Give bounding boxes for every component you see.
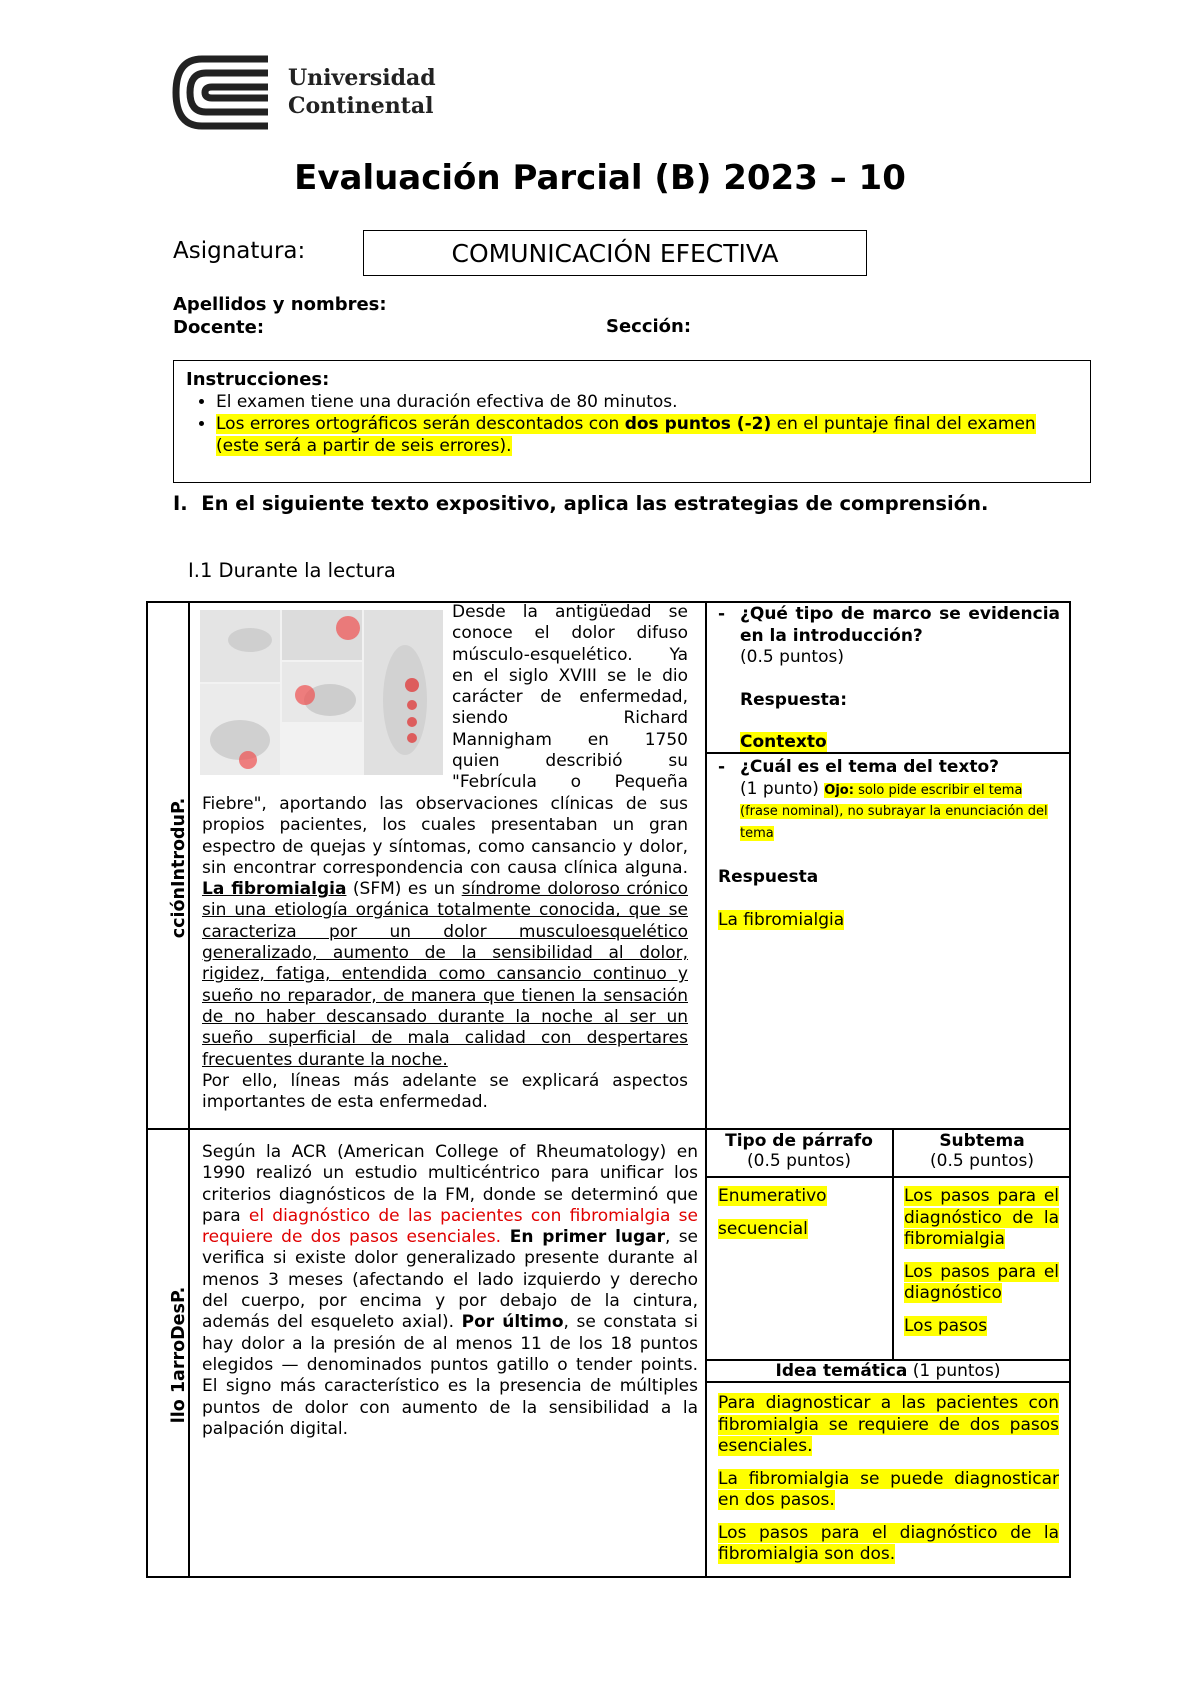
question-2-points-row <box>718 779 1060 844</box>
logo-text <box>288 64 436 120</box>
question-1-row <box>718 604 1060 647</box>
instruction-item-2 <box>216 413 1078 457</box>
question-2-text: ¿Cuál es el tema del texto? <box>740 757 999 777</box>
intro-line: carácter de enfermedad, <box>452 687 688 708</box>
dev-text-c: , se constata si hay dolor a la presión de al menos 11 de los 18 puntos elegidos — denominados puntos gatillo o tender points. El signo más característico es la presencia de múltiples puntos de dolor con aumento de la sensibilidad a la palpación digital. <box>202 1312 699 1439</box>
dev-text-b: , se verifica si existe dolor generalizado presente durante al menos 3 meses (afectando el lado izquierdo y derecho del cuerpo, por encima y por debajo de la cintura, además del esqueleto axial). <box>202 1227 699 1333</box>
intro-line: músculo-esquelético. Ya <box>452 644 688 665</box>
asignatura-label: Asignatura: <box>173 238 306 264</box>
section-number: I. <box>173 492 188 515</box>
section-heading <box>173 492 988 515</box>
question-2-answer-row <box>718 910 1060 932</box>
question-1-answer-row <box>718 732 1060 754</box>
subtema-answer-3: Los pasos <box>904 1315 988 1336</box>
intro-line: quien describió su <box>452 751 688 772</box>
subtema-answer-2: Los pasos para el diagnóstico <box>904 1261 1059 1303</box>
dev-connector-2: Por último <box>461 1312 564 1333</box>
dev-text-a: Según la ACR (American College of Rheumatology) en 1990 realizó un estudio multicéntrico para unificar los criterios diagnósticos de la FM, donde se determinó que para <box>202 1142 698 1226</box>
asignatura-value: COMUNICACIÓN EFECTIVA <box>363 230 867 276</box>
subtema-answer-1-row <box>904 1186 1059 1251</box>
intro-paragraph-top <box>452 602 688 794</box>
tipo-answer-2: secuencial <box>718 1218 808 1239</box>
tipo-parrafo-points: (0.5 puntos) <box>747 1151 851 1171</box>
table-divider <box>705 1381 1070 1383</box>
table-divider <box>705 602 707 1577</box>
dev-text-red: el diagnóstico de las pacientes con fibromialgia se requiere de dos pasos esenciales. <box>202 1205 698 1248</box>
question-2-row <box>718 757 1060 779</box>
row-label-desarrollo: llo 1arroDesP. <box>169 1286 189 1424</box>
intro-line: Mannigham en 1750 <box>452 729 688 750</box>
instructions-heading: Instrucciones: <box>186 369 330 390</box>
instruction-text-2b: dos puntos (-2) <box>624 414 772 434</box>
question-1-response-label: Respuesta: <box>740 689 848 710</box>
idea-answer-2-row <box>718 1469 1059 1512</box>
idea-tematica-header <box>706 1361 1070 1381</box>
question-2-points: (1 punto) <box>740 778 819 799</box>
instruction-text-1: El examen tiene una duración efectiva de 80 minutos. <box>216 392 678 412</box>
university-logo <box>172 55 272 130</box>
tipo-answer-2-row <box>718 1219 888 1241</box>
subtema-label: Subtema <box>939 1131 1025 1151</box>
idea-answer-2: La fibromialgia se puede diagnosticar en dos pasos. <box>718 1468 1059 1510</box>
question-1-text: ¿Qué tipo de marco se evidencia en la introducción? <box>740 604 1060 646</box>
intro-term: La fibromialgia <box>202 879 347 900</box>
subtema-answer-3-row <box>904 1316 1059 1338</box>
tipo-parrafo-label: Tipo de párrafo <box>725 1131 873 1151</box>
section-heading-text: En el siguiente texto expositivo, aplica las estrategias de comprensión. <box>201 492 989 515</box>
intro-definition: síndrome doloroso crónico sin una etiología orgánica totalmente conocida, que se caracteriza por un dolor musculoesquelético generalizado, aumento de la sensibilidad al dolor, rigidez, fatiga, entendida como cansancio continuo y sueño no reparador, de manera que tienen la sensación de no haber descansado durante la noche al ser un sueño superficial de mala calidad con despertares frecuentes durante la noche. <box>202 879 689 1070</box>
idea-answer-3: Los pasos para el diagnóstico de la fibromialgia son dos. <box>718 1522 1059 1564</box>
intro-end: Por ello, líneas más adelante se explicará aspectos importantes de esta enfermedad. <box>202 1070 688 1113</box>
intro-line: conoce el dolor difuso <box>452 623 688 644</box>
page-title: Evaluación Parcial (B) 2023 – 10 <box>294 158 906 198</box>
instructions-list <box>186 391 1078 457</box>
idea-answer-3-row <box>718 1523 1059 1566</box>
idea-answer-1: Para diagnosticar a las pacientes con fibromialgia se requiere de dos pasos esenciales. <box>718 1393 1059 1456</box>
question-2-note-text: solo pide escribir el tema (frase nominal), no subrayar la enunciación del tema <box>740 782 1048 841</box>
table-divider <box>147 1128 1070 1130</box>
tipo-answer-1-row <box>718 1186 888 1208</box>
question-1-dash: - <box>718 604 726 624</box>
instruction-text-2a: Los errores ortográficos serán descontados con <box>216 414 625 434</box>
question-1-answer: Contexto <box>740 732 827 752</box>
dev-connector-1: En primer lugar <box>501 1227 666 1248</box>
question-2-note-bold: Ojo: <box>824 782 854 798</box>
subtema-answer-1: Los pasos para el diagnóstico de la fibromialgia <box>904 1186 1059 1249</box>
tipo-parrafo-answers <box>718 1186 888 1240</box>
idea-tematica-points: (1 puntos) <box>912 1361 1001 1381</box>
intro-line: Desde la antigüedad se <box>452 602 688 622</box>
tipo-parrafo-header <box>706 1131 892 1171</box>
development-paragraph <box>202 1142 698 1440</box>
intro-sfm: (SFM) es un <box>346 879 462 900</box>
docente-label: Docente: <box>173 317 265 338</box>
intro-line: en el siglo XVIII se le dio <box>452 665 688 686</box>
idea-tematica-label: Idea temática <box>775 1361 908 1381</box>
student-fields <box>173 293 387 339</box>
instructions-box <box>173 360 1091 483</box>
question-2-answer: La fibromialgia <box>718 909 845 930</box>
intro-line: "Febrícula o Pequeña <box>452 772 688 793</box>
intro-text: Fiebre", aportando las observaciones clínicas de sus propios pacientes, los cuales presentaban un gran espectro de quejas y síntomas, como cansancio y dolor, sin encontrar correspondencia con causa clínica alguna. <box>202 794 688 878</box>
subtema-points: (0.5 puntos) <box>930 1151 1034 1171</box>
question-1-points: (0.5 puntos) <box>740 647 844 667</box>
question-2-dash: - <box>718 757 726 777</box>
body-pain-photo <box>200 610 443 775</box>
question-2 <box>718 757 1060 931</box>
table-divider <box>705 1176 1070 1178</box>
subtema-answers <box>904 1186 1059 1337</box>
tipo-answer-1: Enumerativo <box>718 1186 827 1206</box>
seccion-label: Sección: <box>606 316 692 337</box>
intro-paragraph <box>202 794 688 1113</box>
subtema-header <box>894 1131 1070 1171</box>
instruction-item-1 <box>216 391 1078 413</box>
logo-line-1: Universidad <box>288 65 436 91</box>
intro-line: siendo Richard <box>452 708 688 729</box>
subtema-answer-2-row <box>904 1262 1059 1305</box>
question-1 <box>718 604 1060 754</box>
idea-answer-1-row <box>718 1393 1059 1458</box>
logo-line-2: Continental <box>288 93 434 119</box>
idea-tematica-answers <box>718 1393 1059 1566</box>
apellidos-label: Apellidos y nombres: <box>173 294 387 315</box>
instruction-text-2c: en el puntaje final del examen (este será a partir de seis errores). <box>216 414 1036 456</box>
row-label-intro: cciónIntroduP. <box>169 797 189 939</box>
question-2-response-label: Respuesta <box>718 867 819 887</box>
subsection-heading: I.1 Durante la lectura <box>188 559 396 582</box>
